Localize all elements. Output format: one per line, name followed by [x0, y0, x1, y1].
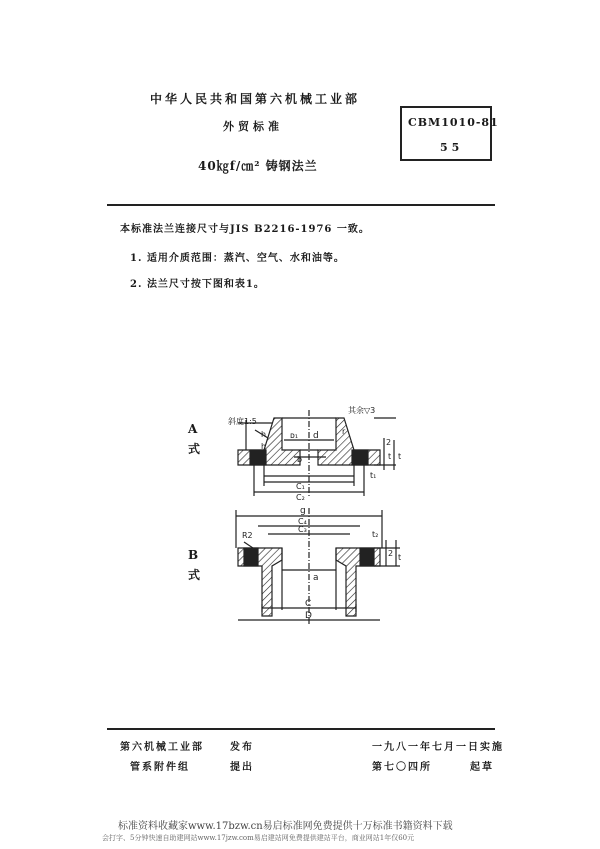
dim-t: t	[388, 452, 392, 461]
dim-h-lower: h	[261, 442, 267, 451]
type-b-char: 式	[188, 568, 201, 582]
list-item-marker: 1.	[130, 253, 143, 264]
dim-c1: C₁	[296, 482, 305, 491]
dim-t-outer: t	[398, 452, 402, 461]
watermark-line-2[interactable]: 会打字、5分钟快速自助建网站www.17jzw.com易启建站网免费提供建站平台，商业网站1年仅60元	[102, 834, 415, 842]
dim-r: r	[342, 427, 346, 436]
dim-D: D	[305, 611, 312, 621]
ministry-name: 中华人民共和国第六机械工业部	[150, 92, 361, 106]
dim-b-face-2: 2	[388, 549, 394, 558]
dim-b: b	[297, 455, 303, 464]
dim-g: g	[300, 506, 306, 516]
dim-a: a	[313, 573, 319, 583]
dim-c3: C₃	[298, 525, 307, 534]
standard-title: 40㎏f/㎝² 铸钢法兰	[198, 159, 318, 173]
dim-t2: t₂	[372, 530, 379, 539]
standard-code: CBM1010-81	[408, 116, 499, 129]
standard-category: 外贸标准	[223, 120, 283, 133]
dim-face-2: 2	[386, 438, 392, 447]
type-a-drawing	[238, 410, 396, 498]
dim-d1: ᴅ₁	[290, 431, 299, 440]
watermark-line-1[interactable]: 标准资料收藏家www.17bzw.cn易启标准网免费提供十万标准书籍资料下载	[118, 821, 453, 832]
issuer: 第六机械工业部	[120, 742, 204, 753]
dim-c2: C₂	[296, 493, 305, 502]
intro-paragraph: 本标准法兰连接尺寸与JIS B2216-1976 一致。	[120, 224, 370, 235]
slope-label: 斜度1:5	[228, 417, 257, 426]
dim-r2: R2	[242, 531, 253, 540]
type-a-letter: A	[188, 422, 198, 436]
type-a-char: 式	[188, 442, 201, 456]
drafter-action: 起草	[470, 762, 494, 773]
issuer-action: 发布	[230, 742, 254, 753]
proposer: 管系附件组	[130, 762, 190, 773]
dim-t1: t₁	[370, 471, 377, 480]
dim-c: C	[305, 599, 312, 609]
list-item-text: 适用介质范围：蒸汽、空气、水和油等。	[146, 253, 345, 264]
type-b-letter: B	[188, 548, 199, 562]
dim-b-t: t	[398, 553, 402, 562]
dim-h-upper: h	[261, 430, 267, 439]
rest-finish-label: 其余▽3	[348, 406, 376, 415]
type-b-drawing	[236, 508, 400, 626]
list-item-text: 法兰尺寸按下图和表1。	[146, 279, 265, 290]
effective-date: 一九八一年七月一日实施	[372, 742, 504, 753]
proposer-action: 提出	[230, 762, 254, 773]
dim-c4: C₄	[298, 517, 307, 526]
standard-number: 55	[440, 141, 464, 154]
footer-rule	[107, 728, 495, 730]
list-item-marker: 2.	[130, 279, 143, 290]
drafter: 第七〇四所	[372, 762, 432, 773]
dim-d: d	[313, 431, 319, 441]
